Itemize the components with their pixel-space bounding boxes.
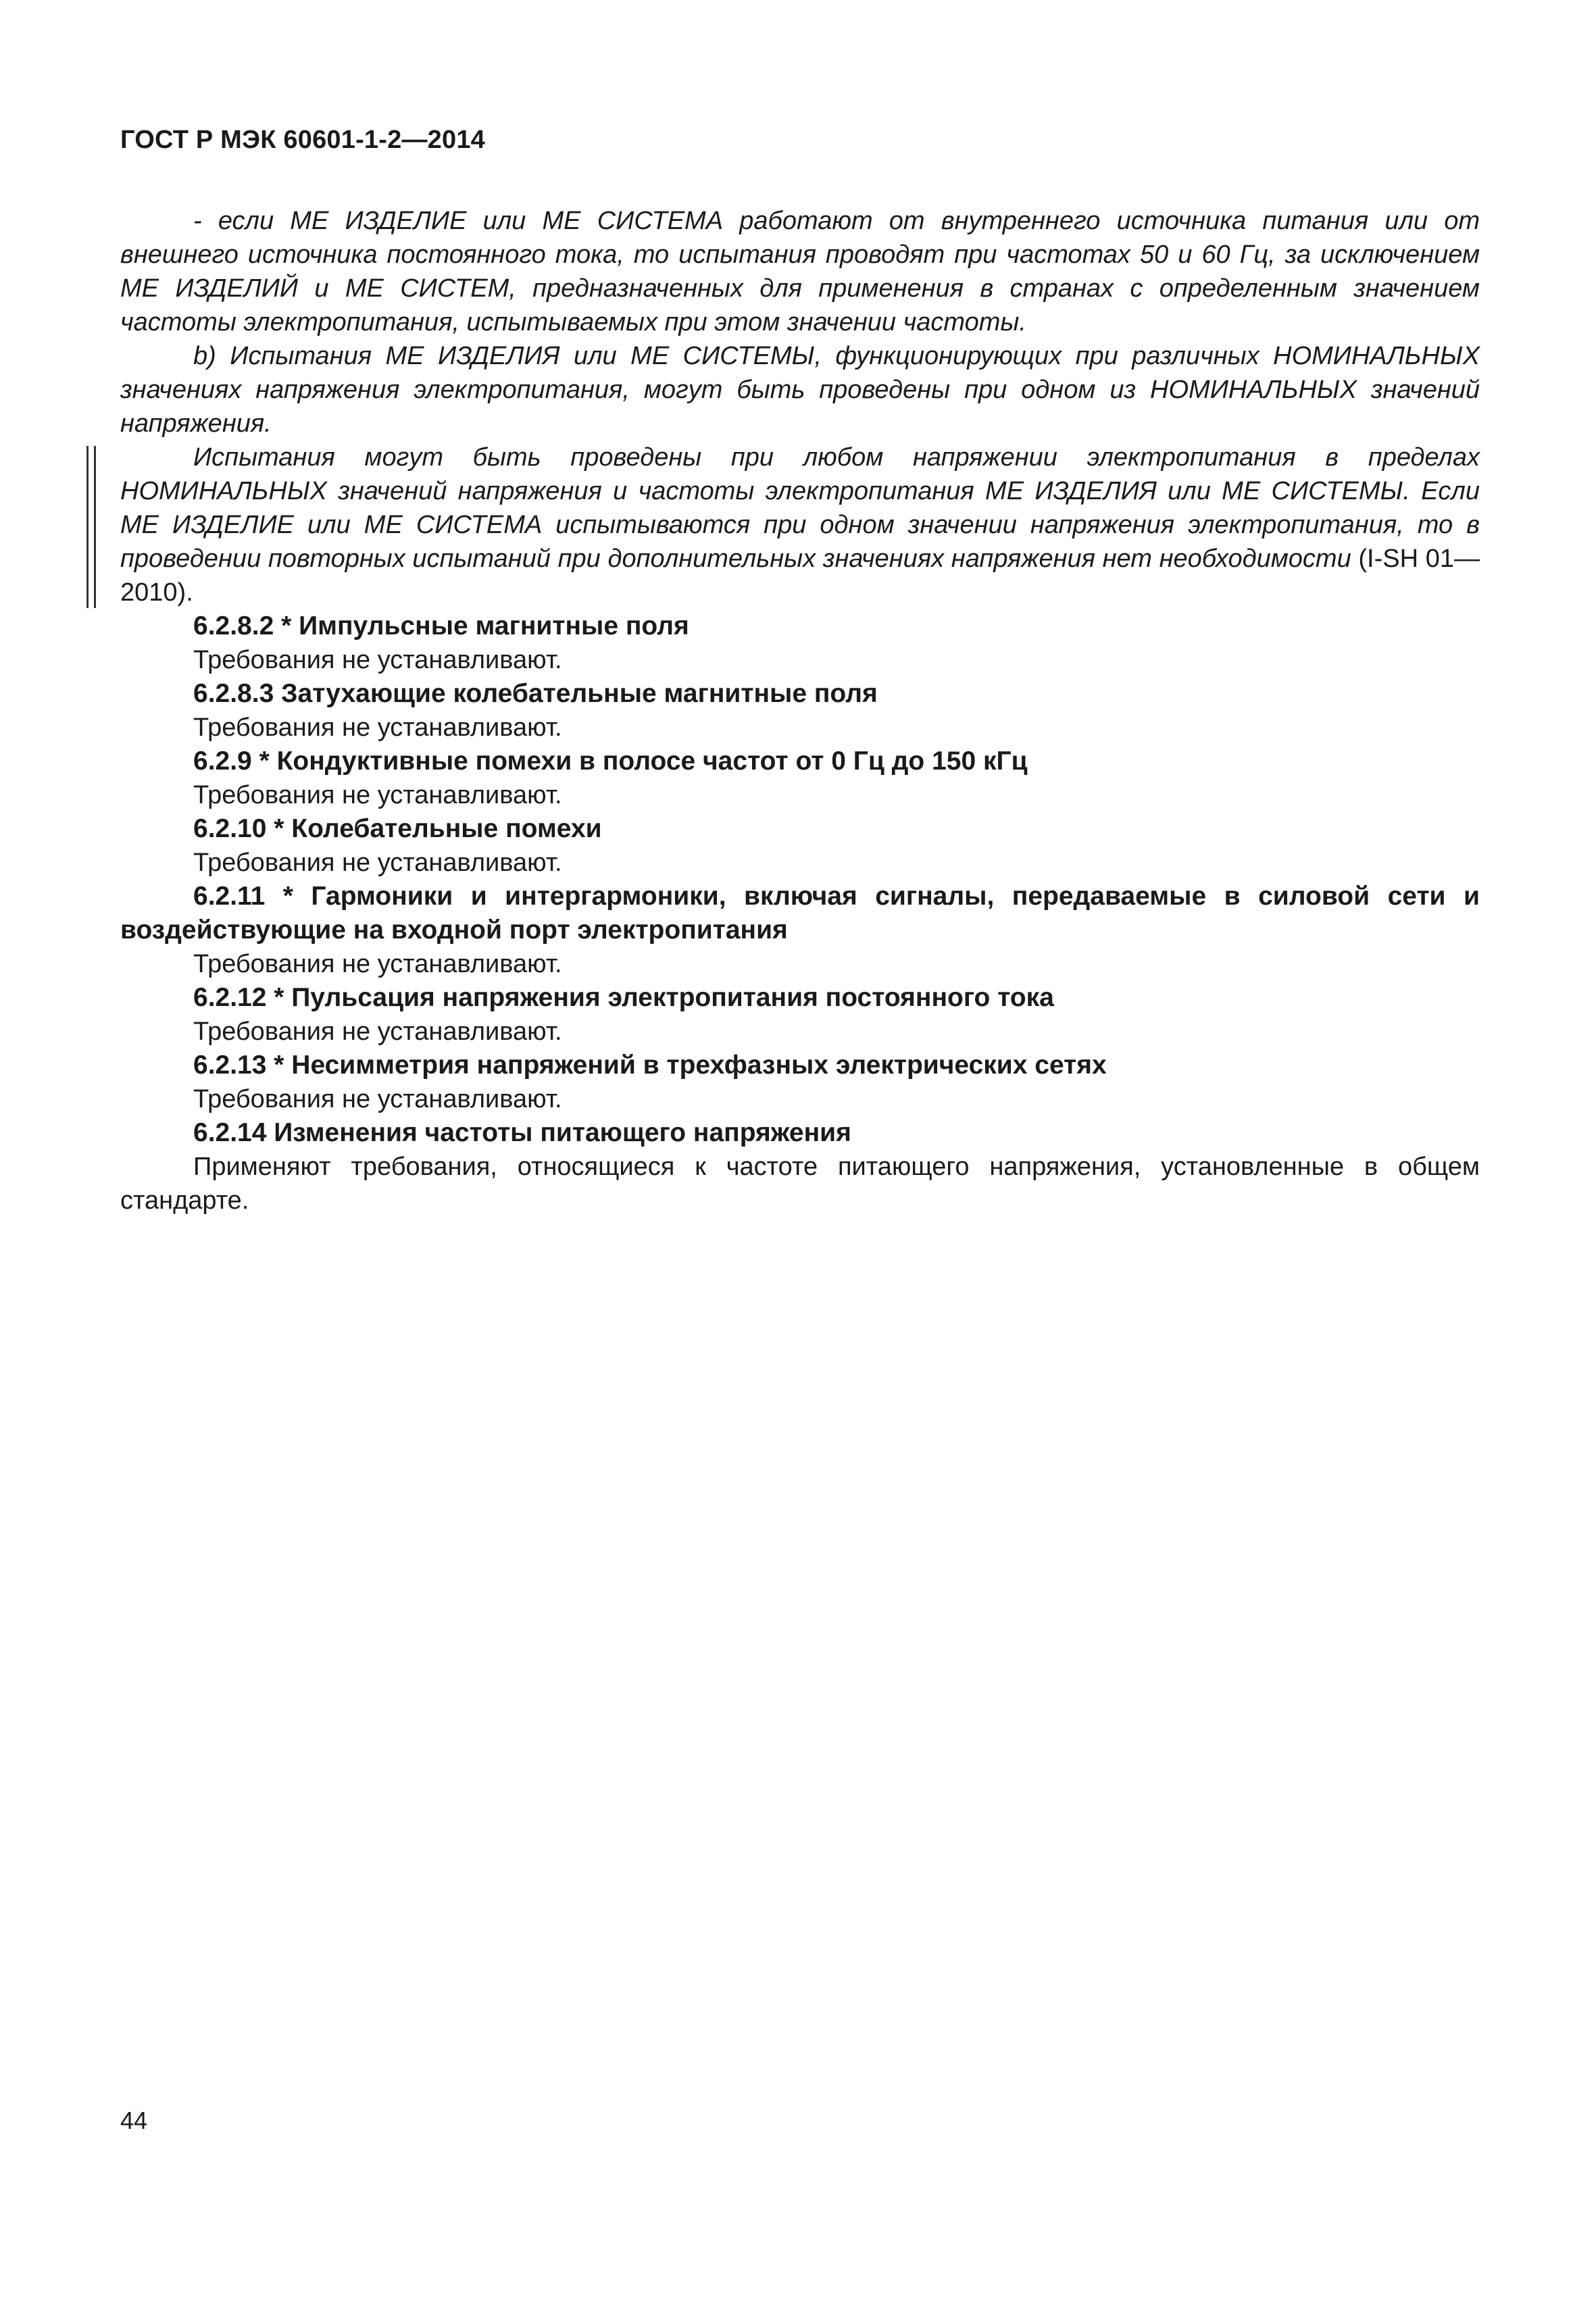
section-text-6-2-14: Применяют требования, относящиеся к частоте питающего напряжения, установленные в общем стандарте. bbox=[120, 1153, 1480, 1215]
document-body bbox=[120, 204, 1480, 1217]
page-number: 44 bbox=[120, 2107, 148, 2134]
section-heading-6-2-11: 6.2.11 * Гармоники и интергармоники, включая сигналы, передаваемые в силовой сети и воздействующие на входной порт электропитания bbox=[120, 882, 1480, 945]
section-text-6-2-8-2: Требования не устанавливают. bbox=[193, 646, 562, 674]
section-text-6-2-9: Требования не устанавливают. bbox=[193, 781, 562, 809]
section-heading-6-2-9: 6.2.9 * Кондуктивные помехи в полосе частот от 0 Гц до 150 кГц bbox=[193, 747, 1028, 776]
paragraph-test-voltage-text: Испытания могут быть проведены при любом напряжении электропитания в пределах НОМИНАЛЬНЫХ значений напряжения и частоты электропитания МЕ ИЗДЕЛИЯ или МЕ СИСТЕМЫ. Если МЕ ИЗДЕЛИЕ или МЕ СИСТЕМА испытываются при одном значении напряжения электропитания, то в проведении повторных испытаний при дополнительных значениях напряжения нет необходимости bbox=[120, 443, 1480, 573]
paragraph-nominal-voltage: b) Испытания МЕ ИЗДЕЛИЯ или МЕ СИСТЕМЫ, функционирующих при различных НОМИНАЛЬНЫХ значениях напряжения электропитания, могут быть проведены при одном из НОМИНАЛЬНЫХ значений напряжения. bbox=[120, 342, 1480, 438]
section-heading-6-2-8-2: 6.2.8.2 * Импульсные магнитные поля bbox=[193, 611, 689, 640]
document-header: ГОСТ Р МЭК 60601-1-2—2014 bbox=[120, 126, 485, 154]
section-text-6-2-11: Требования не устанавливают. bbox=[193, 950, 562, 978]
section-text-6-2-8-3: Требования не устанавливают. bbox=[193, 713, 562, 742]
section-heading-6-2-13: 6.2.13 * Несимметрия напряжений в трехфазных электрических сетях bbox=[193, 1051, 1107, 1080]
section-heading-6-2-8-3: 6.2.8.3 Затухающие колебательные магнитные поля bbox=[193, 679, 878, 708]
paragraph-test-voltage-ref: (I-SH 01—2010). bbox=[120, 545, 1480, 607]
section-heading-6-2-12: 6.2.12 * Пульсация напряжения электропитания постоянного тока bbox=[193, 983, 1054, 1012]
paragraph-frequency-condition: - если МЕ ИЗДЕЛИЕ или МЕ СИСТЕМА работают от внутреннего источника питания или от внешнего источника постоянного тока, то испытания проводят при частотах 50 и 60 Гц, за исключением МЕ ИЗДЕЛИЙ и МЕ СИСТЕМ, предназначенных для применения в странах с определенным значением частоты электропитания, испытываемых при этом значении частоты. bbox=[120, 207, 1480, 336]
section-text-6-2-10: Требования не устанавливают. bbox=[193, 849, 562, 877]
section-heading-6-2-14: 6.2.14 Изменения частоты питающего напряжения bbox=[193, 1118, 851, 1147]
change-bar bbox=[86, 446, 96, 608]
paragraph-test-voltage bbox=[120, 441, 1480, 609]
section-heading-6-2-10: 6.2.10 * Колебательные помехи bbox=[193, 814, 602, 843]
section-text-6-2-12: Требования не устанавливают. bbox=[193, 1017, 562, 1046]
section-text-6-2-13: Требования не устанавливают. bbox=[193, 1085, 562, 1113]
